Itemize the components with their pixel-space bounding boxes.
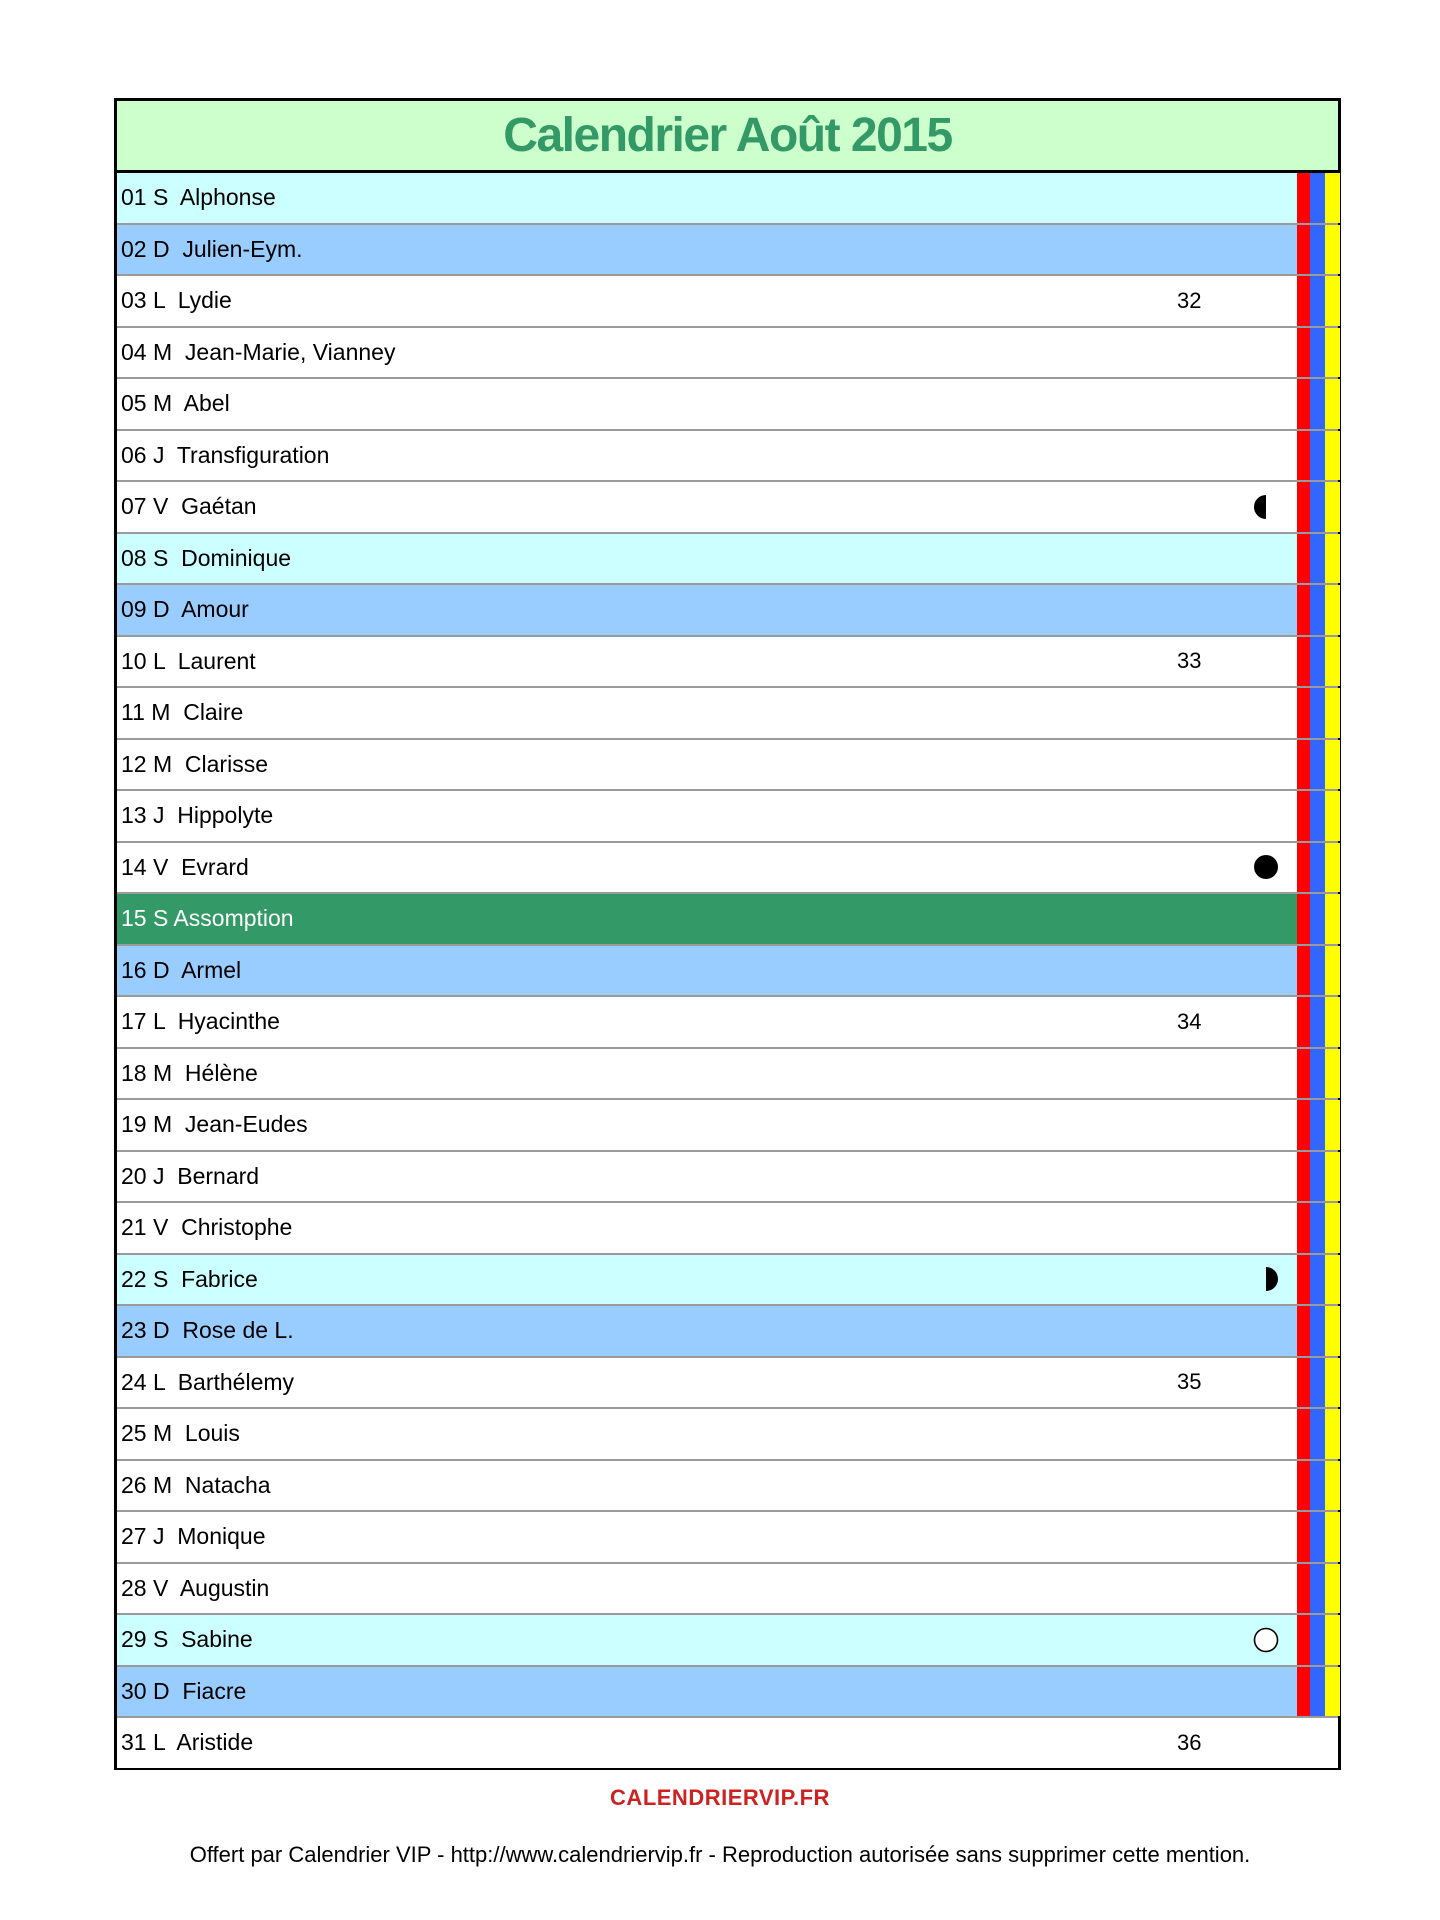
first-quarter-icon (1253, 1266, 1279, 1292)
yellow-stripe (1325, 740, 1340, 790)
blue-stripe (1310, 1306, 1325, 1356)
yellow-stripe (1325, 1255, 1340, 1305)
yellow-stripe (1325, 688, 1340, 738)
day-row (117, 585, 1338, 637)
day-label: 30 D Fiacre (121, 1677, 247, 1704)
day-cell (117, 946, 1297, 996)
day-cell (117, 276, 1297, 326)
day-cell (117, 328, 1297, 378)
day-row (117, 997, 1338, 1049)
yellow-stripe (1325, 1306, 1340, 1356)
yellow-stripe (1325, 1512, 1340, 1562)
day-row (117, 1409, 1338, 1461)
blue-stripe (1310, 843, 1325, 893)
day-label: 03 L Lydie (121, 287, 232, 314)
color-stripes (1297, 1306, 1341, 1356)
color-stripes (1297, 894, 1341, 944)
day-row (117, 431, 1338, 483)
blue-stripe (1310, 1203, 1325, 1253)
red-stripe (1297, 1461, 1310, 1511)
page-title: Calendrier Août 2015 (503, 109, 952, 162)
color-stripes (1297, 1255, 1341, 1305)
day-row (117, 1358, 1338, 1410)
day-cell (117, 225, 1297, 275)
red-stripe (1297, 225, 1310, 275)
day-cell (117, 1615, 1297, 1665)
day-cell (117, 1152, 1297, 1202)
color-stripes (1297, 1203, 1341, 1253)
blue-stripe (1310, 1461, 1325, 1511)
day-row (117, 328, 1338, 380)
blue-stripe (1310, 1409, 1325, 1459)
day-label: 08 S Dominique (121, 544, 292, 571)
red-stripe (1297, 173, 1310, 223)
day-label: 09 D Amour (121, 596, 249, 623)
yellow-stripe (1325, 1667, 1340, 1717)
day-cell (117, 1255, 1297, 1305)
new-moon-icon (1253, 854, 1279, 880)
day-row (117, 1667, 1338, 1719)
day-row (117, 946, 1338, 998)
color-stripes (1297, 1100, 1341, 1150)
last-quarter-icon (1253, 494, 1279, 520)
day-row (117, 225, 1338, 277)
day-row (117, 637, 1338, 689)
color-stripes (1297, 997, 1341, 1047)
blue-stripe (1310, 1152, 1325, 1202)
day-cell (117, 1409, 1297, 1459)
day-label: 29 S Sabine (121, 1626, 253, 1653)
day-label: 27 J Monique (121, 1523, 266, 1550)
color-stripes (1297, 482, 1341, 532)
yellow-stripe (1325, 276, 1340, 326)
day-cell (117, 1667, 1297, 1717)
color-stripes (1297, 1564, 1341, 1614)
red-stripe (1297, 946, 1310, 996)
yellow-stripe (1325, 894, 1340, 944)
red-stripe (1297, 843, 1310, 893)
color-stripes (1297, 276, 1341, 326)
yellow-stripe (1325, 997, 1340, 1047)
day-cell (117, 1718, 1297, 1768)
red-stripe (1297, 1512, 1310, 1562)
day-label: 31 L Aristide (121, 1729, 254, 1756)
blue-stripe (1310, 894, 1325, 944)
yellow-stripe (1325, 1461, 1340, 1511)
day-cell (117, 1100, 1297, 1150)
blue-stripe (1310, 1615, 1325, 1665)
blue-stripe (1310, 276, 1325, 326)
color-stripes (1297, 1667, 1341, 1717)
week-number: 34 (1177, 1008, 1202, 1034)
red-stripe (1297, 482, 1310, 532)
blue-stripe (1310, 1255, 1325, 1305)
day-label: 12 M Clarisse (121, 750, 268, 777)
day-row (117, 894, 1338, 946)
red-stripe (1297, 688, 1310, 738)
yellow-stripe (1325, 1564, 1340, 1614)
day-row (117, 791, 1338, 843)
color-stripes (1297, 1049, 1341, 1099)
blue-stripe (1310, 328, 1325, 378)
red-stripe (1297, 585, 1310, 635)
day-row (117, 1615, 1338, 1667)
yellow-stripe (1325, 1203, 1340, 1253)
red-stripe (1297, 1255, 1310, 1305)
blue-stripe (1310, 1512, 1325, 1562)
blue-stripe (1310, 637, 1325, 687)
day-label: 07 V Gaétan (121, 493, 257, 520)
red-stripe (1297, 1409, 1310, 1459)
day-label: 24 L Barthélemy (121, 1368, 295, 1395)
day-row (117, 1306, 1338, 1358)
red-stripe (1297, 1615, 1310, 1665)
day-cell (117, 843, 1297, 893)
yellow-stripe (1325, 843, 1340, 893)
day-label: 22 S Fabrice (121, 1265, 258, 1292)
red-stripe (1297, 740, 1310, 790)
day-cell (117, 1512, 1297, 1562)
day-cell (117, 1564, 1297, 1614)
blue-stripe (1310, 946, 1325, 996)
day-label: 13 J Hippolyte (121, 802, 274, 829)
color-stripes (1297, 1512, 1341, 1562)
week-number: 35 (1177, 1369, 1202, 1395)
day-row (117, 1049, 1338, 1101)
day-row (117, 379, 1338, 431)
week-number: 36 (1177, 1729, 1202, 1755)
blue-stripe (1310, 1564, 1325, 1614)
blue-stripe (1310, 791, 1325, 841)
color-stripes (1297, 843, 1341, 893)
day-cell (117, 1461, 1297, 1511)
color-stripes (1297, 173, 1341, 223)
day-row (117, 1152, 1338, 1204)
yellow-stripe (1325, 431, 1340, 481)
footer-note: Offert par Calendrier VIP - http://www.calendriervip.fr - Reproduction autorisée sans supprimer cette mention. (189, 1842, 1251, 1867)
yellow-stripe (1325, 1358, 1340, 1408)
day-cell (117, 585, 1297, 635)
yellow-stripe (1325, 1409, 1340, 1459)
day-row (117, 740, 1338, 792)
red-stripe (1297, 328, 1310, 378)
blue-stripe (1310, 688, 1325, 738)
blue-stripe (1310, 225, 1325, 275)
day-cell (117, 1203, 1297, 1253)
day-label: 18 M Hélène (121, 1059, 258, 1086)
color-stripes (1297, 637, 1341, 687)
day-label: 06 J Transfiguration (121, 441, 330, 468)
day-cell (117, 482, 1297, 532)
day-label: 10 L Laurent (121, 647, 256, 674)
day-row (117, 534, 1338, 586)
week-number: 33 (1177, 648, 1202, 674)
day-label: 17 L Hyacinthe (121, 1008, 280, 1035)
color-stripes (1297, 1409, 1341, 1459)
day-row (117, 1100, 1338, 1152)
day-cell (117, 894, 1297, 944)
color-stripes (1297, 431, 1341, 481)
color-stripes (1297, 225, 1341, 275)
blue-stripe (1310, 431, 1325, 481)
color-stripes (1297, 534, 1341, 584)
day-row (117, 1203, 1338, 1255)
day-cell (117, 637, 1297, 687)
red-stripe (1297, 997, 1310, 1047)
red-stripe (1297, 276, 1310, 326)
red-stripe (1297, 791, 1310, 841)
day-row (117, 1718, 1338, 1770)
day-label: 02 D Julien-Eym. (121, 235, 303, 262)
blue-stripe (1310, 1358, 1325, 1408)
day-label: 19 M Jean-Eudes (121, 1111, 308, 1138)
red-stripe (1297, 894, 1310, 944)
day-label: 04 M Jean-Marie, Vianney (121, 338, 396, 365)
blue-stripe (1310, 173, 1325, 223)
day-label: 15 S Assomption (121, 905, 294, 932)
day-row (117, 173, 1338, 225)
blue-stripe (1310, 1667, 1325, 1717)
day-label: 14 V Evrard (121, 853, 249, 880)
color-stripes (1297, 688, 1341, 738)
yellow-stripe (1325, 328, 1340, 378)
day-cell (117, 534, 1297, 584)
day-row (117, 688, 1338, 740)
day-label: 16 D Armel (121, 956, 242, 983)
blue-stripe (1310, 997, 1325, 1047)
full-moon-icon (1253, 1627, 1279, 1653)
red-stripe (1297, 1049, 1310, 1099)
yellow-stripe (1325, 173, 1340, 223)
day-cell (117, 1306, 1297, 1356)
color-stripes (1297, 1461, 1341, 1511)
day-cell (117, 173, 1297, 223)
yellow-stripe (1325, 379, 1340, 429)
color-stripes (1297, 1358, 1341, 1408)
red-stripe (1297, 1100, 1310, 1150)
red-stripe (1297, 534, 1310, 584)
yellow-stripe (1325, 225, 1340, 275)
blue-stripe (1310, 379, 1325, 429)
day-label: 28 V Augustin (121, 1574, 270, 1601)
day-row (117, 276, 1338, 328)
day-label: 01 S Alphonse (121, 184, 276, 211)
red-stripe (1297, 1667, 1310, 1717)
color-stripes (1297, 791, 1341, 841)
blue-stripe (1310, 534, 1325, 584)
red-stripe (1297, 1203, 1310, 1253)
day-row (117, 1564, 1338, 1616)
yellow-stripe (1325, 1049, 1340, 1099)
color-stripes (1297, 1152, 1341, 1202)
title-bar (117, 101, 1338, 173)
yellow-stripe (1325, 637, 1340, 687)
day-label: 20 J Bernard (121, 1162, 260, 1189)
day-cell (117, 791, 1297, 841)
yellow-stripe (1325, 1615, 1340, 1665)
day-label: 11 M Claire (121, 699, 244, 726)
day-label: 23 D Rose de L. (121, 1317, 294, 1344)
blue-stripe (1310, 740, 1325, 790)
red-stripe (1297, 1152, 1310, 1202)
day-cell (117, 379, 1297, 429)
calendar-sheet (114, 98, 1341, 1770)
blue-stripe (1310, 585, 1325, 635)
day-row (117, 1461, 1338, 1513)
day-label: 21 V Christophe (121, 1214, 293, 1241)
day-cell (117, 997, 1297, 1047)
color-stripes (1297, 379, 1341, 429)
yellow-stripe (1325, 1100, 1340, 1150)
red-stripe (1297, 637, 1310, 687)
day-label: 05 M Abel (121, 390, 230, 417)
day-label: 26 M Natacha (121, 1471, 271, 1498)
yellow-stripe (1325, 946, 1340, 996)
color-stripes (1297, 946, 1341, 996)
red-stripe (1297, 1306, 1310, 1356)
footer-brand[interactable]: CALENDRIERVIP.FR (610, 1785, 830, 1810)
yellow-stripe (1325, 482, 1340, 532)
yellow-stripe (1325, 534, 1340, 584)
day-cell (117, 431, 1297, 481)
day-cell (117, 740, 1297, 790)
day-list (117, 173, 1338, 1770)
day-label: 25 M Louis (121, 1420, 240, 1447)
color-stripes (1297, 328, 1341, 378)
day-row (117, 482, 1338, 534)
blue-stripe (1310, 1100, 1325, 1150)
week-number: 32 (1177, 287, 1202, 313)
blue-stripe (1310, 482, 1325, 532)
red-stripe (1297, 1358, 1310, 1408)
red-stripe (1297, 431, 1310, 481)
day-cell (117, 1358, 1297, 1408)
day-row (117, 843, 1338, 895)
yellow-stripe (1325, 1152, 1340, 1202)
day-cell (117, 688, 1297, 738)
color-stripes (1297, 1615, 1341, 1665)
day-row (117, 1512, 1338, 1564)
yellow-stripe (1325, 791, 1340, 841)
red-stripe (1297, 1564, 1310, 1614)
day-cell (117, 1049, 1297, 1099)
color-stripes (1297, 585, 1341, 635)
red-stripe (1297, 379, 1310, 429)
day-row (117, 1255, 1338, 1307)
yellow-stripe (1325, 585, 1340, 635)
blue-stripe (1310, 1049, 1325, 1099)
color-stripes (1297, 740, 1341, 790)
